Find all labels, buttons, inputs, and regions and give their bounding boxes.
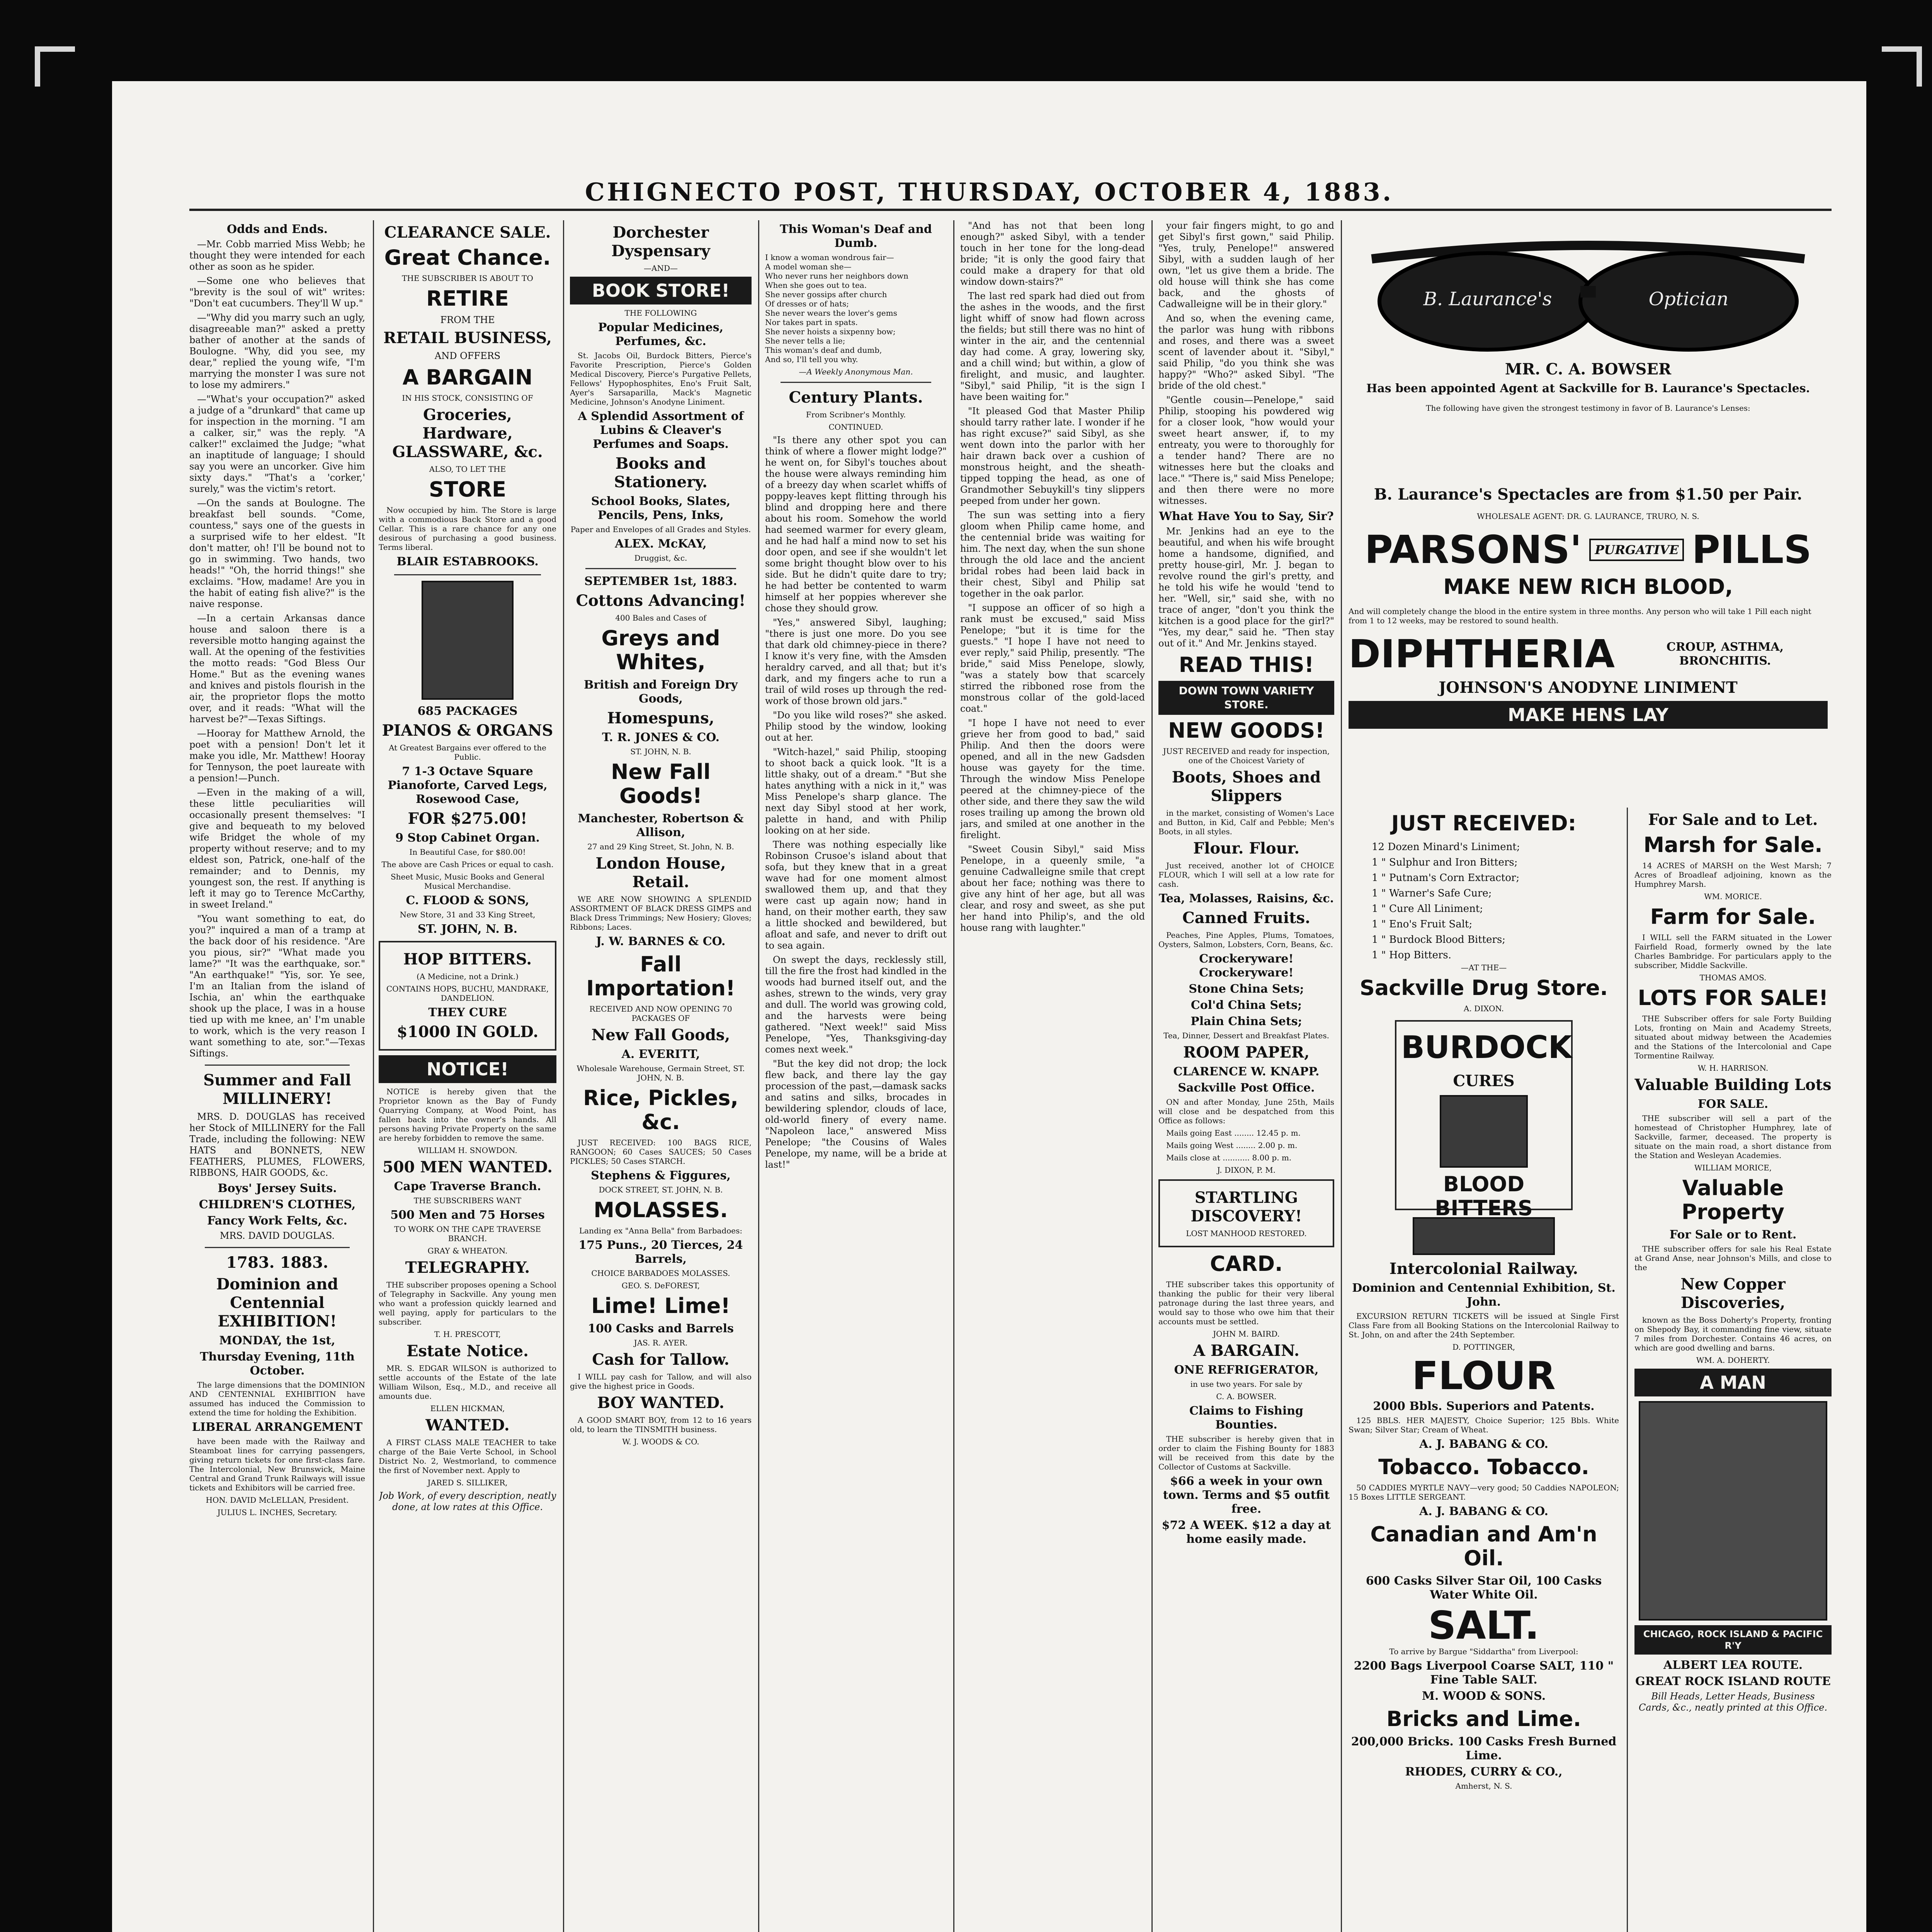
- column-rule: [758, 220, 759, 1932]
- ad-headline: CLEARANCE SALE.: [384, 223, 551, 242]
- ad-headline: $72 A WEEK. $12 a day at home easily made.: [1162, 1519, 1331, 1546]
- ad-headline: Plain China Sets;: [1190, 1015, 1302, 1028]
- article-paragraph: "I hope I have not need to ever grieve her from good to bad," said Philip. And then the doors were opened, and all in the new Gadsden house was gayety for the time. Through the window Miss Penelope peered at the chimney-piece of the other side, and there they saw the wild roses trailing up among the brown old jars, and smiled at one another in the firelight.: [960, 718, 1145, 840]
- ad-signature: MRS. DAVID DOUGLAS.: [219, 1230, 335, 1241]
- ad-body: IN HIS STOCK, CONSISTING OF: [402, 393, 533, 403]
- ad-signature: A. EVERITT,: [621, 1048, 700, 1061]
- ad-body: Sheet Music, Music Books and General Musical Merchandise.: [390, 872, 545, 891]
- ad-headline: RETAIL BUSINESS,: [383, 329, 552, 347]
- ad-body: —AND—: [644, 264, 678, 273]
- ad-headline: B. Laurance's Spectacles are from $1.50 per Pair.: [1374, 485, 1803, 503]
- ad-headline: 685 PACKAGES: [417, 704, 518, 718]
- article-paragraph: —Hooray for Matthew Arnold, the poet with a pension! Don't let it make you idle, Mr. Matthew! Hooray for Tennyson, the poet laureate with a pension!—Punch.: [189, 728, 365, 784]
- ad-body: I WILL sell the FARM situated in the Lower Fairfield Road, formerly owned by the late Charles Bambridge. For particulars apply to the subscriber, Middle Sackville.: [1634, 933, 1832, 970]
- ad-headline: Claims to Fishing Bounties.: [1189, 1404, 1304, 1432]
- ad-headline: READ THIS!: [1179, 653, 1314, 677]
- column-6: [1158, 220, 1334, 1932]
- article-paragraph: The last red spark had died out from the ashes in the woods, and the first light whiff of snow had flown across the fields; but still there was no hint of winter in the air, and the centennial day had come. A gray, lowering sky, and a chill wind; but within, a glow of firelight, and music, and laughter. "Sibyl," said Philip, "it is the sign I have been waiting for.": [960, 291, 1145, 402]
- ad-signature: C. A. BOWSER.: [1216, 1392, 1277, 1401]
- ad-headline: BLOOD BITTERS: [1435, 1172, 1533, 1220]
- mail-schedule: Mails going East ........ 12.45 p. m.: [1166, 1128, 1301, 1138]
- article-paragraph: your fair fingers might, to go and get Sibyl's first gown," said Philip. "Yes, truly, Penelope!" answered Sibyl, with a sudden laugh of her own, "let us give them a bride. The old house will think she has come back, and the ghosts of Cadwalleigne will be in their glory.": [1158, 220, 1334, 310]
- ad-signature: WM. MORICE.: [1704, 892, 1762, 901]
- ad-headline: GREAT ROCK ISLAND ROUTE: [1635, 1675, 1831, 1688]
- ad-headline: MAKE HENS LAY: [1349, 701, 1828, 729]
- ad-headline: DOWN TOWN VARIETY STORE.: [1158, 681, 1334, 715]
- ad-headline: New Copper Discoveries,: [1680, 1275, 1786, 1312]
- ad-headline: FOR $275.00!: [408, 810, 527, 828]
- ad-body: 27 and 29 King Street, St. John, N. B.: [587, 842, 734, 851]
- ad-headline: JUST RECEIVED:: [1391, 811, 1577, 835]
- ad-headline: Crockeryware! Crockeryware!: [1199, 952, 1294, 980]
- spectacles-lens-left: B. Laurance's: [1423, 288, 1552, 310]
- ad-headline: New Fall Goods,: [591, 1026, 730, 1044]
- ad-signature: BLAIR ESTABROOKS.: [396, 555, 539, 568]
- ad-body: THE subscriber is hereby given that in order to claim the Fishing Bounty for 1883 will be received from this date by the Collector of Customs at Sackville.: [1158, 1434, 1334, 1471]
- ad-headline: For Sale and to Let.: [1648, 811, 1818, 829]
- ad-headline: Boots, Shoes and Slippers: [1172, 768, 1321, 805]
- ad-headline: MR. C. A. BOWSER: [1505, 360, 1672, 378]
- ad-body: 125 BBLS. HER MAJESTY, Choice Superior; 125 Bbls. White Swan; Silver Star; Cream of Wheat.: [1349, 1416, 1619, 1434]
- ad-body: The above are Cash Prices or equal to cash.: [381, 860, 554, 869]
- ad-body: ST. JOHN, N. B.: [630, 747, 691, 756]
- divider: [585, 568, 736, 569]
- ad-headline: CHILDREN'S CLOTHES,: [199, 1198, 356, 1211]
- ad-body: In Beautiful Case, for $80.00!: [409, 847, 526, 857]
- ad-headline: Intercolonial Railway.: [1389, 1260, 1578, 1278]
- ad-body: NOTICE is hereby given that the Proprietor known as the Bay of Fundy Quarrying Company, at Wood Point, has fallen back into the owner's hands. All persons having Private Property on the same are hereby forbidden to remove the same.: [379, 1087, 556, 1143]
- ad-body: known as the Boss Doherty's Property, fronting on Shepody Bay, it commanding fine view, situate 7 miles from Dorchester. Contains 46 acres, on which are good dwelling and barns.: [1634, 1315, 1832, 1352]
- column-rule: [1627, 808, 1628, 1932]
- ad-body: JUST RECEIVED: 100 BAGS RICE, RANGOON; 60 Cases SAUCES; 50 Cases PICKLES; 50 Cases STARCH.: [570, 1138, 752, 1166]
- article-paragraph: Mr. Jenkins had an eye to the beautiful, and when his wife brought home a handsome, dignified, and pretty house-girl, Mr. J. began to revolve round the girl's pretty, and he told his wife he would 'tend to her. "Well, sir," said she, with no trace of anger, "don't you think the kitchen is a good place for the girl?" "Yes, my dear," said he. "Then stay out of it." And Mr. Jenkins stayed.: [1158, 526, 1334, 649]
- column-5: [960, 220, 1145, 1932]
- ad-headline: British and Foreign Dry Goods,: [583, 678, 738, 706]
- ad-headline: 100 Casks and Barrels: [588, 1322, 734, 1335]
- ad-body: To arrive by Bargue "Siddartha" from Liverpool:: [1389, 1647, 1578, 1656]
- list-item: 1 " Putnam's Corn Extractor;: [1372, 872, 1520, 884]
- ad-headline: 1783. 1883.: [226, 1253, 328, 1272]
- ad-signature: THOMAS AMOS.: [1699, 973, 1767, 982]
- ad-headline: Flour. Flour.: [1193, 839, 1300, 857]
- ad-headline: ALBERT LEA ROUTE.: [1663, 1658, 1803, 1672]
- ad-body: TO WORK ON THE CAPE TRAVERSE BRANCH.: [394, 1225, 541, 1243]
- ad-signature: J. W. BARNES & CO.: [596, 935, 726, 948]
- ad-body: THE subscriber offers for sale his Real Estate at Grand Anse, near Johnson's Mills, and close to the: [1634, 1244, 1832, 1272]
- ad-signature: JAS. R. AYER.: [634, 1338, 688, 1347]
- article-paragraph: "And has not that been long enough?" asked Sibyl, with a tender touch in her tone for the long-dead bride; "it is only the good fairy that could make a drapery for that old window down-stairs?": [960, 220, 1145, 287]
- ad-body: THE Subscriber offers for sale Forty Building Lots, fronting on Main and Academy Streets, situated about midway between the Academies and the Stations of the Intercolonial and Cape Tormentine Railway.: [1634, 1014, 1832, 1060]
- ad-headline: Greys and Whites,: [601, 626, 720, 674]
- ad-body: Bill Heads, Letter Heads, Business Cards, &c., neatly printed at this Office.: [1639, 1691, 1827, 1713]
- ad-headline: FOR SALE.: [1697, 1097, 1769, 1111]
- ad-body: WHOLESALE AGENT: DR. G. LAURANCE, TRURO, N. S.: [1477, 512, 1699, 521]
- ad-headline: Fancy Work Felts, &c.: [207, 1214, 347, 1228]
- ad-headline: A Splendid Assortment of Lubins & Cleaver's Perfumes and Soaps.: [578, 410, 744, 451]
- burdock-bitters-ad: [1395, 1020, 1573, 1220]
- ad-signature: W. J. WOODS & CO.: [622, 1437, 699, 1446]
- ad-signature: A. J. BABANG & CO.: [1419, 1437, 1548, 1451]
- ad-headline: Cash for Tallow.: [592, 1350, 730, 1369]
- column-rule: [1341, 220, 1342, 1932]
- ad-signature: GEO. S. DeFOREST,: [621, 1281, 700, 1290]
- ad-headline: MAKE NEW RICH BLOOD,: [1443, 575, 1733, 599]
- column-2: [379, 220, 556, 1932]
- ad-body: CHOICE BARBADOES MOLASSES.: [591, 1269, 730, 1278]
- ad-headline: RETIRE: [426, 286, 509, 311]
- ad-signature: M. WOOD & SONS.: [1422, 1689, 1546, 1703]
- ad-headline: CROUP, ASTHMA, BRONCHITIS.: [1666, 640, 1784, 668]
- ad-headline: LIBERAL ARRANGEMENT: [192, 1420, 363, 1434]
- list-item: 12 Dozen Minard's Liniment;: [1372, 841, 1520, 853]
- mail-schedule: Mails going West ........ 2.00 p. m.: [1166, 1141, 1298, 1150]
- ad-body: CONTAINS HOPS, BUCHU, MANDRAKE, DANDELION.: [386, 984, 549, 1003]
- article-paragraph: And so, when the evening came, the parlor was hung with ribbons and roses, and there was a sweet scent of lavender about it. "Sibyl," said Philip, "do you think she was happy?" "Who?" asked Sibyl. "The bride of the old chest.": [1158, 313, 1334, 391]
- ad-headline: Rice, Pickles, &c.: [583, 1086, 738, 1134]
- ad-headline: Tobacco. Tobacco.: [1378, 1455, 1589, 1479]
- divider: [394, 574, 541, 575]
- ad-body: The following have given the strongest testimony in favor of B. Laurance's Lenses:: [1426, 403, 1750, 413]
- ad-headline: Books and Stationery.: [614, 454, 707, 491]
- column-8: [1634, 808, 1832, 1932]
- ad-signature: A. DIXON.: [1464, 1004, 1504, 1013]
- ad-body: Druggist, &c.: [634, 553, 687, 563]
- ad-headline: A BARGAIN.: [1193, 1342, 1299, 1360]
- ad-body: RECEIVED AND NOW OPENING 70 PACKAGES OF: [589, 1004, 732, 1023]
- hop-bitters-ad: [379, 941, 556, 1051]
- spectacles-lens-right: Optician: [1648, 288, 1729, 310]
- column-4: [765, 220, 947, 1932]
- column-7: [1349, 808, 1619, 1932]
- ad-signature: Stephens & Figgures,: [591, 1169, 731, 1182]
- ad-headline: BURDOCK: [1401, 1029, 1572, 1065]
- ad-headline: Canned Fruits.: [1182, 909, 1311, 927]
- ad-signature: J. DIXON, P. M.: [1217, 1165, 1276, 1175]
- ad-headline: Estate Notice.: [406, 1342, 529, 1360]
- ad-headline: NOTICE!: [379, 1055, 556, 1083]
- ad-headline: Valuable Property: [1681, 1176, 1785, 1224]
- ad-headline: Fall Importation!: [586, 952, 735, 1000]
- ad-body: St. Jacobs Oil, Burdock Bitters, Pierce's Favorite Prescription, Pierce's Golden Medical Discovery, Pierce's Purgative Pellets, Fellows' Hypophosphites, Eno's Fruit Salt, Ayer's Sarsaparilla, Mack's Magnetic Medicine, Johnson's Anodyne Liniment.: [570, 351, 752, 406]
- ad-body: The large dimensions that the DOMINION AND CENTENNIAL EXHIBITION have assumed has induced the Commission to extend the time for holding the Exhibition.: [189, 1380, 365, 1417]
- ad-body: DOCK STREET, ST. JOHN, N. B.: [599, 1185, 723, 1194]
- ad-headline: School Books, Slates, Pencils, Pens, Inks,: [591, 495, 731, 522]
- ad-signature: T. H. PRESCOTT,: [434, 1330, 501, 1339]
- divider: [205, 1065, 350, 1066]
- story-title: Century Plants.: [789, 388, 923, 406]
- ad-headline: Dominion and Centennial Exhibition, St. John.: [1352, 1281, 1616, 1309]
- product-list: [1349, 839, 1619, 963]
- ad-body: Just received, another lot of CHOICE FLOUR, which I will sell at a low rate for cash.: [1158, 861, 1334, 889]
- ad-body: A FIRST CLASS MALE TEACHER to take charge of the Baie Verte School, in School District No. 2, Westmorland, to commence the first of November next. Apply to: [379, 1438, 556, 1475]
- ad-headline: Thursday Evening, 11th October.: [200, 1350, 355, 1378]
- ad-headline: LOTS FOR SALE!: [1638, 986, 1828, 1010]
- ad-signature: Manchester, Robertson & Allison,: [578, 812, 744, 839]
- ad-headline: Cape Traverse Branch.: [394, 1180, 541, 1193]
- ad-headline: TELEGRAPHY.: [405, 1259, 530, 1277]
- ad-body: Amherst, N. S.: [1455, 1781, 1512, 1791]
- ad-headline: 500 MEN WANTED.: [382, 1158, 553, 1176]
- ad-signature: JULIUS L. INCHES, Secretary.: [217, 1508, 337, 1517]
- list-item: 1 " Warner's Safe Cure;: [1372, 888, 1492, 899]
- ad-headline: New Fall Goods!: [611, 760, 711, 808]
- ad-headline: Has been appointed Agent at Sackville for B. Laurance's Spectacles.: [1366, 382, 1810, 395]
- ad-headline: Homespuns,: [607, 709, 714, 727]
- list-item: 1 " Eno's Fruit Salt;: [1372, 918, 1473, 930]
- mail-schedule: Mails close at ........... 8.00 p. m.: [1166, 1153, 1292, 1162]
- ad-signature: GRAY & WHEATON.: [427, 1246, 508, 1255]
- organ-illustration: [422, 581, 514, 700]
- article-paragraph: —In a certain Arkansas dance house and saloon there is a reversible motto hanging against the wall. At the opening of the festivities the motto reads: "God Bless Our Home." But as the evening wanes and knives and pistols flourish in the air, the proprietor flops the motto over, and it reads: "What will the harvest be?"—Texas Siftings.: [189, 613, 365, 724]
- crop-mark-top-left: [35, 46, 75, 87]
- ad-body: 14 ACRES of MARSH on the West Marsh; 7 Acres of Broadleaf adjoining, known as the Humphrey Marsh.: [1634, 861, 1832, 889]
- ad-headline: Dorchester Dyspensary: [611, 223, 710, 260]
- ad-headline: Lime! Lime!: [591, 1294, 730, 1318]
- article-paragraph: "Yes," answered Sibyl, laughing; "there is just one more. Do you see that dark old chimney-piece in there? I know it's very fine, with the Amsden heraldry carved, and all that; but it's dark, and my fingers ache to run a trail of wild roses up through the red-work of those brown old jars.": [765, 617, 947, 706]
- ad-body: Landing ex "Anna Bella" from Barbadoes:: [579, 1226, 743, 1235]
- ad-headline: STARTLING DISCOVERY!: [1190, 1189, 1302, 1225]
- column-3: [570, 220, 752, 1932]
- ad-headline: PIANOS & ORGANS: [382, 721, 553, 740]
- ad-body: Wholesale Warehouse, Germain Street, ST. JOHN, N. B.: [577, 1064, 745, 1082]
- column-1: [189, 220, 365, 1932]
- ad-signature: ELLEN HICKMAN,: [430, 1404, 505, 1413]
- ad-signature: WM. A. DOHERTY.: [1696, 1355, 1770, 1365]
- column-rule: [953, 220, 954, 1932]
- ad-signature: WILLIAM MORICE,: [1694, 1163, 1772, 1172]
- ad-headline: PILLS: [1692, 527, 1812, 572]
- ad-headline: CURES: [1453, 1072, 1515, 1090]
- railway-map-illustration: [1639, 1401, 1827, 1621]
- ad-headline: ROOM PAPER,: [1183, 1043, 1310, 1061]
- ad-headline: CHICAGO, ROCK ISLAND & PACIFIC R'Y: [1634, 1625, 1832, 1655]
- story-continued: CONTINUED.: [828, 422, 883, 432]
- ad-body: LOST MANHOOD RESTORED.: [1186, 1229, 1307, 1238]
- ad-headline: A BARGAIN: [402, 365, 533, 389]
- ad-body: ALSO, TO LET THE: [429, 464, 506, 474]
- ad-headline: ST. JOHN, N. B.: [417, 922, 518, 936]
- ad-body: Job Work, of every description, neatly done, at low rates at this Office.: [379, 1490, 556, 1512]
- ad-headline: Cottons Advancing!: [576, 592, 746, 610]
- newspaper-page: [112, 81, 1866, 1932]
- locomotive-illustration: [1413, 1217, 1555, 1255]
- ad-headline: $1000 IN GOLD.: [396, 1023, 539, 1041]
- article-paragraph: —"Why did you marry such an ugly, disagreeable man?" asked a pretty bather of another at the sands of Boulogne. "Why, did you see, my dear," replied the young wife, "I'm marrying the monster I was sure not to lose my admirers.": [189, 312, 365, 390]
- ad-headline: Tea, Molasses, Raisins, &c.: [1158, 892, 1334, 905]
- ad-signature: C. FLOOD & SONS,: [406, 894, 529, 907]
- poem-body: I know a woman wondrous fair— A model woman she— Who never runs her neighbors down When she goes out to tea. She never gossips after church Of dresses or of hats; She never wears the lover's gems Nor takes part in spats. She never hoists a sixpenny bow; She never tells a lie; This woman's deaf and dumb, And so, I'll tell you why.: [765, 253, 908, 364]
- ad-headline: 2200 Bags Liverpool Coarse SALT, 110 " Fine Table SALT.: [1354, 1659, 1614, 1687]
- ad-body: THE subscriber will sell a part of the homestead of Christopher Humphrey, late of Sackville, farmer, deceased. The property is situate on the main road, a short distance from the Station and Wesleyan Academies.: [1634, 1114, 1832, 1160]
- ad-headline: 500 Men and 75 Horses: [390, 1208, 545, 1222]
- ad-headline: 2000 Bbls. Superiors and Patents.: [1373, 1400, 1595, 1413]
- ad-headline: STORE: [429, 477, 507, 502]
- ad-body: THE subscriber takes this opportunity of thanking the public for their very liberal patronage during the last three years, and would say to those who owe him that their accounts must be settled.: [1158, 1280, 1334, 1326]
- ad-signature: JARED S. SILLIKER,: [427, 1478, 508, 1487]
- ad-headline: Dominion and Centennial EXHIBITION!: [216, 1275, 338, 1330]
- ad-headline: 7 1-3 Octave Square Pianoforte, Carved Legs, Rosewood Case,: [388, 765, 548, 806]
- ad-body: THE SUBSCRIBER IS ABOUT TO: [402, 274, 533, 283]
- ad-body: in the market, consisting of Women's Lace and Button, in Kid, Calf and Pebble; Men's Boots, in all styles.: [1158, 808, 1334, 836]
- ad-headline: London House, Retail.: [595, 854, 726, 891]
- ad-body: in use two years. For sale by: [1190, 1379, 1303, 1389]
- article-paragraph: "I suppose an officer of so high a rank must be excused," said Miss Penelope; "but it is time for the guests." "I hope I have not need to ever reply," said Philip, presently. "The bride," said Miss Penelope, slowly, "was a stately bow that scarcely stirred the ribboned rose from the monstrous collar of the gold-laced coat.": [960, 602, 1145, 714]
- ad-body: Tea, Dinner, Dessert and Breakfast Plates.: [1163, 1031, 1329, 1040]
- article-paragraph: On swept the days, recklessly still, till the fire the frost had kindled in the woods had burned itself out, and the ashes, strewn to the winds, very gray and dull. The world was growing cold, and the harvests were being gathered. "Next week!" said Miss Penelope, "Yes, Thanksgiving-day comes next week.": [765, 954, 947, 1055]
- ad-signature: T. R. JONES & CO.: [602, 731, 720, 744]
- ad-headline: MONDAY, the 1st,: [219, 1334, 335, 1347]
- ad-headline: 200,000 Bricks. 100 Casks Fresh Burned Lime.: [1351, 1735, 1617, 1762]
- column-rule: [1151, 220, 1153, 1932]
- ad-headline: Great Chance.: [384, 245, 551, 270]
- ad-headline: Summer and Fall MILLINERY!: [203, 1071, 351, 1108]
- article-paragraph: —"What's your occupation?" asked a judge of a "drunkard" that came up for inspection in the morning. "I am a calker, sir," was the reply. "A calker!" exclaimed the Judge; "what an inaptitude of language; I should say you were an uncorker. Give him sixty days." "That's a 'corker,' surely," was the victim's retort.: [189, 394, 365, 494]
- section-title: Odds and Ends.: [226, 223, 328, 236]
- ad-headline: Col'd China Sets;: [1190, 998, 1302, 1012]
- article-paragraph: "Sweet Cousin Sibyl," said Miss Penelope, in a queenly smile, "a genuine Cadwalleigne smile that crept about her face; nothing was there to give any hint of her age, but all was clear, and rosy and sweet, as she put her hand into Philip's, and the old house rang with laughter.": [960, 844, 1145, 933]
- ad-body: A GOOD SMART BOY, from 12 to 16 years old, to learn the TINSMITH business.: [570, 1415, 752, 1434]
- ad-body: EXCURSION RETURN TICKETS will be issued at Single First Class Fare from all Booking Stations on the Intercolonial Railway to St. John, on and after the 24th September.: [1349, 1311, 1619, 1339]
- ad-headline: 9 Stop Cabinet Organ.: [395, 831, 540, 845]
- ad-headline: BOOK STORE!: [570, 277, 752, 304]
- ad-headline: Stone China Sets;: [1189, 982, 1304, 996]
- ad-body: THE FOLLOWING: [624, 308, 697, 318]
- ad-headline: Marsh for Sale.: [1643, 833, 1823, 857]
- ad-body: JUST RECEIVED and ready for inspection, one of the Choicest Variety of: [1163, 747, 1330, 765]
- list-item: 1 " Sulphur and Iron Bitters;: [1372, 857, 1518, 868]
- ad-headline: PARSONS': [1364, 527, 1582, 572]
- article-paragraph: "But the key did not drop; the lock flew back, and there lay the gay procession of the past,—damask sacks and satins and silks, brocades in bewildering splendor, clouds of lace, old-world finery of every name. "Napoleon lace," answered Miss Penelope; "the Cousins of Wales Penelope, my name, will be a bride at last!": [765, 1058, 947, 1170]
- list-item: 1 " Hop Bitters.: [1372, 949, 1452, 961]
- ad-headline: SALT.: [1428, 1603, 1539, 1648]
- ad-headline: SEPTEMBER 1st, 1883.: [584, 575, 737, 588]
- ad-headline: Boys' Jersey Suits.: [218, 1182, 337, 1195]
- ad-headline: Canadian and Am'n Oil.: [1370, 1522, 1597, 1570]
- ad-body: THE subscriber proposes opening a School of Telegraphy in Sackville. Any young men who want a profession quickly learned and well paying, apply for particulars to the subscriber.: [379, 1280, 556, 1327]
- ad-signature: RHODES, CURRY & CO.,: [1405, 1765, 1563, 1779]
- article-paragraph: "Gentle cousin—Penelope," said Philip, stooping his powdered wig for a closer look, "how would your sweet heart answer, if, to my entreaty, you were to thoroughly for a tender hand? There are no witnesses here but the cloaks and lace." "There is," said Miss Penelope; and then there were no more witnesses.: [1158, 395, 1334, 506]
- ad-headline: BOY WANTED.: [597, 1394, 724, 1412]
- ad-body: At Greatest Bargains ever offered to the Public.: [389, 743, 546, 762]
- ad-headline: JOHNSON'S ANODYNE LINIMENT: [1439, 679, 1738, 697]
- ad-headline: Bricks and Lime.: [1386, 1707, 1581, 1731]
- ad-signature: ALEX. McKAY,: [615, 537, 707, 551]
- ad-headline: Popular Medicines, Perfumes, &c.: [598, 321, 724, 348]
- article-paragraph: The sun was setting into a fiery gloom when Philip came home, and the centennial bride was waiting for him. The next day, when the sun shone through the old lace and the ancient bridal robes had been laid back in their chest, Sibyl and Philip sat together in the oak parlor.: [960, 510, 1145, 599]
- ad-body: I WILL pay cash for Tallow, and will also give the highest price in Goods.: [570, 1372, 752, 1391]
- ad-body: MR. S. EDGAR WILSON is authorized to settle accounts of the Estate of the late William Wilson, Esq., M.D., and receive all amounts due.: [379, 1364, 556, 1401]
- ad-headline: MOLASSES.: [594, 1198, 728, 1222]
- ad-headline: DIPHTHERIA: [1349, 631, 1615, 677]
- ad-body: 400 Bales and Cases of: [615, 613, 706, 622]
- ad-body: have been made with the Railway and Steamboat lines for carrying passengers, giving return tickets for one first-class fare. The Intercolonial, New Brunswick, Maine Central and Grand Trunk Railways will issue tickets and Exhibitors will be carried free.: [189, 1437, 365, 1492]
- ad-headline: Valuable Building Lots: [1634, 1076, 1832, 1094]
- ad-body: WE ARE NOW SHOWING A SPLENDID ASSORTMENT OF BLACK DRESS GIMPS and Black Dress Trimmings; New Hosiery; Gloves; Ribbons; Laces.: [570, 895, 752, 932]
- ad-headline: $66 a week in your own town. Terms and $5 outfit free.: [1163, 1475, 1330, 1516]
- article-paragraph: "You want something to eat, do you?" inquired a man of a tramp at the back door of his residence. "Are you pious, sir?" "What made you lame?" "It was the earthquake, sor." "An earthquake!" "Yis, sor. Ye see, I'm an Italian from the island of Ischia, an' whin the earthquake shook up the place, I was in a house tied up with me knee, an' I'm unable to work, which is the very reason I want something to ate, sor."—Texas Siftings.: [189, 913, 365, 1059]
- poem-title: This Woman's Deaf and Dumb.: [780, 223, 932, 250]
- column-rule: [373, 220, 374, 1932]
- ad-headline: CARD.: [1210, 1252, 1283, 1276]
- ad-headline: Sackville Post Office.: [1178, 1081, 1315, 1095]
- article-paragraph: —On the sands at Boulogne. The breakfast bell sounds. "Come, countess," says one of the guests in a surprised wife to her eldest. "It don't matter, oh! I'll be bound not to go in swimming. Two hands, two heads!" "Oh, the horrid things!" she exclaims. "How, madame! Are you in the habit of eating fish alive?" is the naive response.: [189, 498, 365, 609]
- article-paragraph: There was nothing especially like Robinson Crusoe's island about that sofa, but they knew that in a great wave had for one moment almost swallowed them up, and that they were cast up again now; hand in hand, on their mother earth, they saw a little shocked and bewildered, but afloat and safe, and never to drift out to sea again.: [765, 839, 947, 951]
- ad-body: ON and after Monday, June 25th, Mails will close and be despatched from this Office as follows:: [1158, 1097, 1334, 1125]
- ad-signature: HON. DAVID McLELLAN, President.: [206, 1495, 349, 1505]
- ad-headline: 600 Casks Silver Star Oil, 100 Casks Water White Oil.: [1366, 1574, 1602, 1602]
- ad-headline: FLOUR: [1412, 1353, 1556, 1398]
- ad-signature: JOHN M. BAIRD.: [1213, 1329, 1280, 1338]
- article-paragraph: "Witch-hazel," said Philip, stooping to shoot back a quick look. "It is a little shaky, out of a dream." "But she hates anything with a nick in it," was Miss Penelope's sharp glance. The next day Sibyl stood at her work, palette in hand, and with Philip looking on at her side.: [765, 747, 947, 836]
- article-paragraph: —Some one who believes that "brevity is the soul of wit" writes: "Don't eat cucumbers. They'll W up.": [189, 276, 365, 309]
- article-paragraph: "Is there any other spot you can think of where a flower might lodge?" he went on, for Sibyl's touches about the house were always reminding him of a breezy day when scarlet whiffs of poppy-leaves kept flitting through his blind and dropping here and there about his room. Somehow the world had seemed warmer for every gleam, and he had half a mind now to set his door open, and see if she wouldn't let some bright thought blow over to his side. But he didn't quite dare to try; he had better be contented to warm himself at her poppies wherever she chose they should grow.: [765, 435, 947, 614]
- ad-body: FROM THE: [440, 315, 495, 325]
- ad-body: —AT THE—: [1461, 963, 1507, 972]
- crop-mark-top-right: [1882, 46, 1922, 87]
- ad-headline: Farm for Sale.: [1650, 905, 1816, 929]
- list-item: 1 " Burdock Blood Bitters;: [1372, 934, 1506, 946]
- ad-body: 50 CADDIES MYRTLE NAVY—very good; 50 Caddies NAPOLEON; 15 Boxes LITTLE SERGEANT.: [1349, 1483, 1619, 1502]
- story-source: From Scribner's Monthly.: [806, 410, 906, 419]
- ad-signature: WILLIAM H. SNOWDON.: [418, 1146, 517, 1155]
- ad-body: THE SUBSCRIBERS WANT: [413, 1196, 522, 1205]
- ad-headline: HOP BITTERS.: [403, 950, 532, 968]
- ad-headline: 175 Puns., 20 Tierces, 24 Barrels,: [578, 1238, 743, 1266]
- ad-body: And will completely change the blood in the entire system in three months. Any person who will take 1 Pill each night from 1 to 12 weeks, may be restored to sound health.: [1349, 607, 1811, 625]
- ad-body: Peaches, Pine Apples, Plums, Tomatoes, Oysters, Salmon, Lobsters, Corn, Beans, &c.: [1158, 930, 1334, 949]
- ad-headline: NEW GOODS!: [1168, 718, 1325, 743]
- list-item: 1 " Cure All Liniment;: [1372, 903, 1483, 915]
- ad-signature: W. H. HARRISON.: [1697, 1063, 1769, 1073]
- ad-signature: CLARENCE W. KNAPP.: [1173, 1065, 1320, 1078]
- ad-headline: THEY CURE: [428, 1006, 507, 1019]
- ad-headline: Groceries, Hardware, GLASSWARE, &c.: [392, 406, 543, 461]
- divider: [205, 1247, 350, 1248]
- article-paragraph: "Do you like wild roses?" she asked. Philip stood by the window, looking out at her.: [765, 710, 947, 743]
- ad-headline: PURGATIVE: [1589, 539, 1684, 561]
- ad-body: Now occupied by him. The Store is large with a commodious Back Store and a good Cellar. This is a rare chance for any one desirous of purchasing a good business. Terms liberal.: [379, 505, 556, 552]
- spectacles-illustration: [1349, 224, 1828, 355]
- masthead-rule: [189, 209, 1832, 211]
- ad-body: New Store, 31 and 33 King Street,: [400, 910, 536, 919]
- ad-body: (A Medicine, not a Drink.): [417, 972, 519, 981]
- spectacles-ad: [1349, 224, 1828, 796]
- article-paragraph: "It pleased God that Master Philip should tarry rather late. I wonder if he has right excuse?" said Sibyl, as she went down into the parlor with her hair drawn back over a cushion of monstrous height, and the sheath-tipped topping the head, as one of Grandmother Sebuykill's tiny slippers peeped from under her gown.: [960, 406, 1145, 506]
- ad-headline: A MAN: [1634, 1369, 1832, 1396]
- article-paragraph: —Even in the making of a will, these little peculiarities will occasionally present themselves: "I give and bequeath to my beloved wife Bridget the whole of my property without reserve; and to my eldest son, Patrick, one-half of the remainder; and to Dennis, my youngest son, the rest. If anything is left it may go to Terence McCarthy, in sweet Ireland.": [189, 787, 365, 910]
- discovery-ad: [1158, 1179, 1334, 1247]
- ad-headline: For Sale or to Rent.: [1669, 1228, 1797, 1242]
- column-rule: [563, 220, 564, 1932]
- article-paragraph: —Mr. Cobb married Miss Webb; he thought they were intended for each other as soon as he spider.: [189, 239, 365, 272]
- ad-body: Paper and Envelopes of all Grades and Styles.: [570, 525, 751, 534]
- divider: [781, 382, 931, 383]
- ad-headline: ONE REFRIGERATOR,: [1174, 1363, 1319, 1377]
- ad-body: MRS. D. DOUGLAS has received her Stock of MILLINERY for the Fall Trade, including the following: NEW HATS and BONNETS, NEW FEATHERS, PLUMES, FLOWERS, RIBBONS, HAIR GOODS, &c.: [189, 1111, 365, 1178]
- section-title: What Have You to Say, Sir?: [1159, 510, 1334, 523]
- bottle-illustration: [1440, 1095, 1528, 1168]
- ad-body: AND OFFERS: [434, 350, 501, 361]
- poem-source: —A Weekly Anonymous Man.: [799, 367, 913, 376]
- ad-signature: A. J. BABANG & CO.: [1419, 1505, 1548, 1518]
- ad-headline: WANTED.: [425, 1416, 510, 1434]
- ad-signature: D. POTTINGER,: [1452, 1342, 1515, 1352]
- masthead: CHIGNECTO POST, THURSDAY, OCTOBER 4, 1883.: [585, 178, 1394, 207]
- ad-headline: Sackville Drug Store.: [1359, 976, 1608, 1000]
